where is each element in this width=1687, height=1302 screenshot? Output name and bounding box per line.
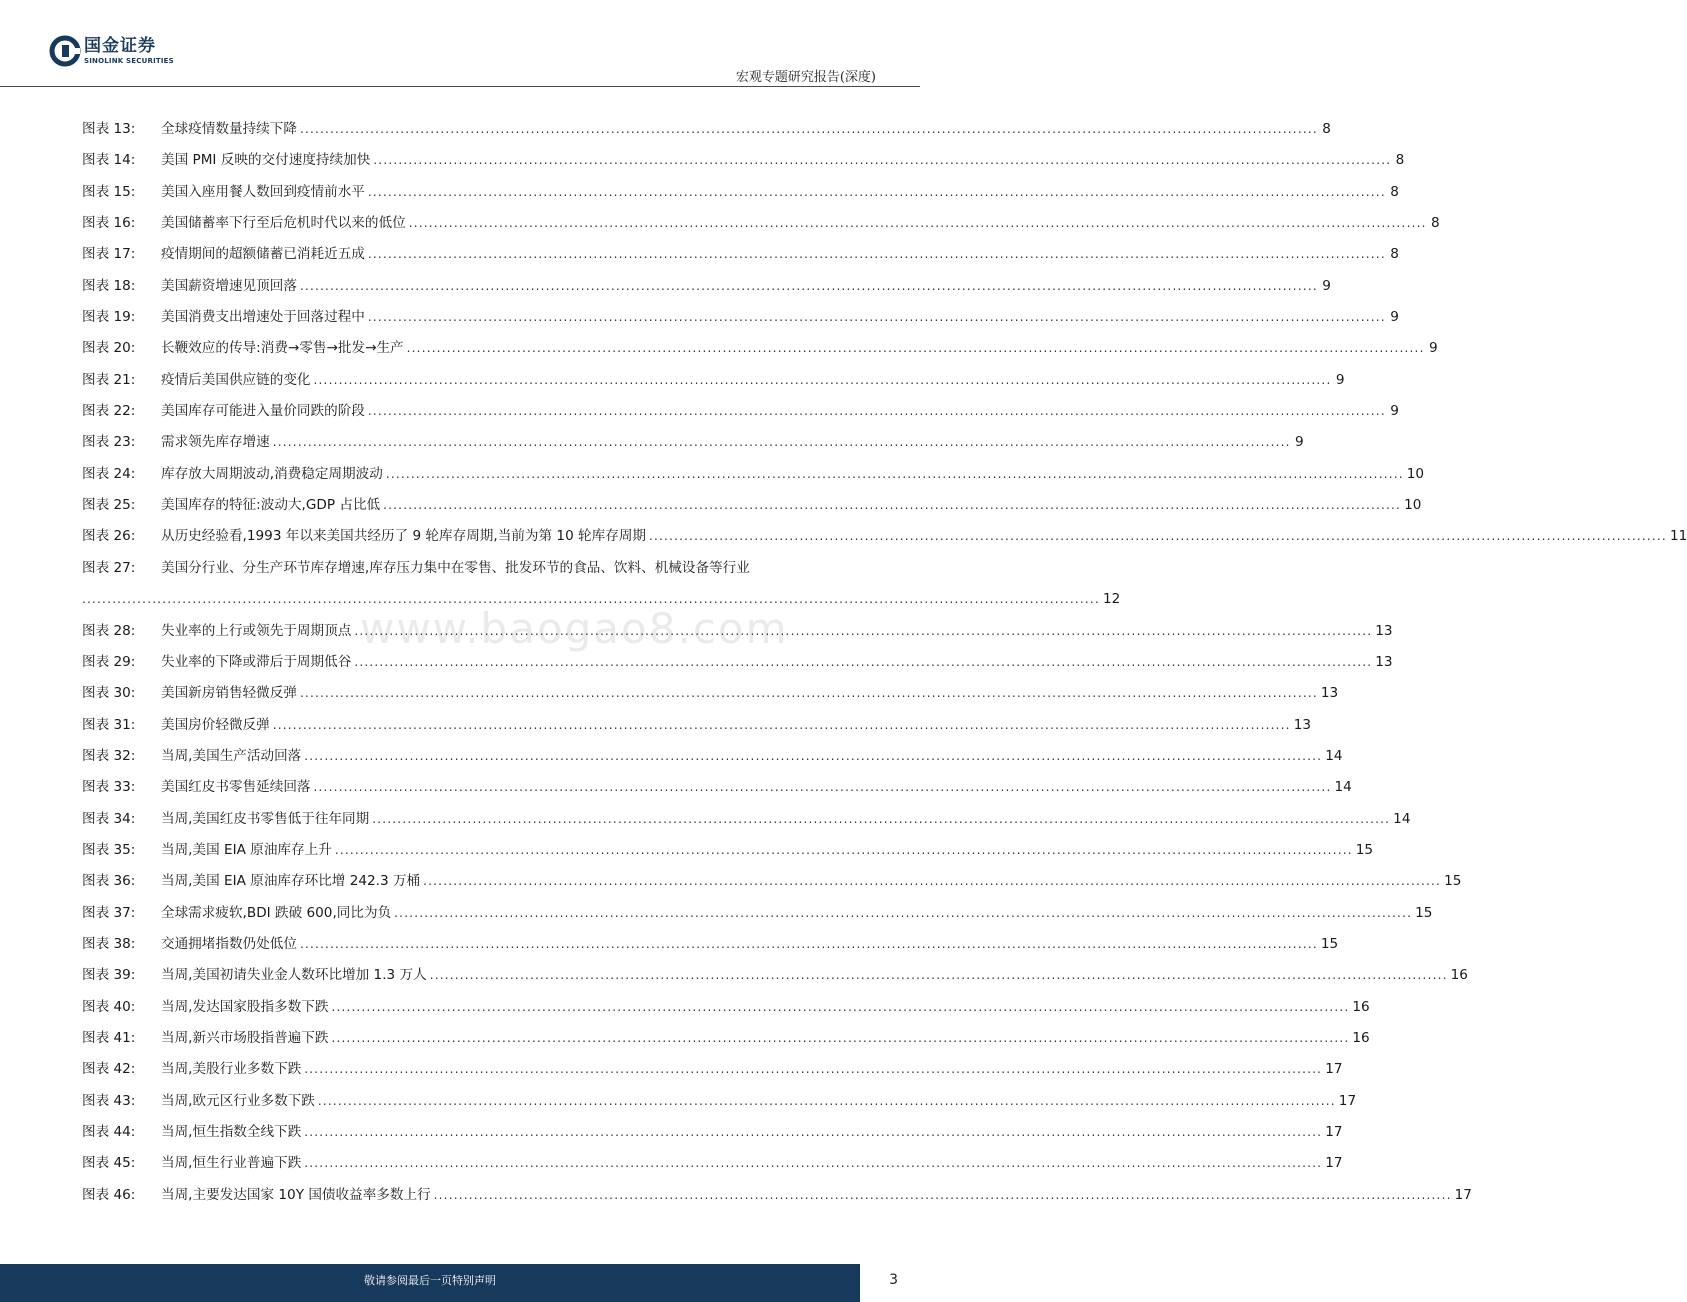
toc-figure-label: 图表 42:	[82, 1061, 136, 1078]
toc-figure-label: 图表 29:	[82, 653, 136, 670]
toc-page-number: 15	[1355, 841, 1374, 858]
toc-figure-title: 失业率的下降或滞后于周期低谷	[161, 653, 352, 670]
toc-page-number: 9	[1390, 309, 1399, 326]
toc-page-number: 16	[1352, 1029, 1370, 1046]
toc-figure-label: 图表 45:	[82, 1155, 136, 1172]
report-type-label: 宏观专题研究报告(深度)	[735, 70, 876, 85]
table-of-contents	[82, 114, 1687, 1211]
toc-figure-title: 美国库存可能进入量价同跌的阶段	[161, 403, 365, 420]
toc-leader-dots	[318, 1086, 1336, 1117]
toc-leader-dots	[314, 365, 1332, 396]
toc-leader-dots	[300, 929, 1318, 960]
toc-figure-title: 美国消费支出增速处于回落过程中	[161, 309, 365, 326]
toc-leader-dots	[372, 804, 1390, 835]
toc-entry[interactable]	[82, 1086, 1357, 1117]
toc-figure-title: 美国红皮书零售延续回落	[161, 779, 311, 796]
toc-leader-dots	[354, 616, 1372, 647]
toc-leader-dots	[409, 208, 1427, 239]
toc-page-number: 11	[1669, 528, 1687, 545]
toc-leader-dots	[430, 960, 1448, 991]
toc-figure-label: 图表 15:	[82, 183, 136, 200]
page-number: 3	[889, 1272, 898, 1288]
toc-entry[interactable]	[82, 177, 1399, 208]
toc-page-number: 13	[1293, 716, 1311, 733]
toc-figure-label: 图表 23:	[82, 434, 136, 451]
toc-page-number: 12	[1102, 591, 1121, 608]
toc-figure-title: 美国库存的特征:波动大,GDP 占比低	[161, 497, 381, 514]
page-header	[0, 0, 920, 90]
toc-entry[interactable]	[82, 114, 1331, 145]
toc-leader-dots	[423, 866, 1441, 897]
toc-figure-label: 图表 25:	[82, 497, 136, 514]
toc-entry[interactable]	[82, 145, 1405, 176]
toc-entry[interactable]	[82, 396, 1399, 427]
toc-figure-title: 当周,美国 EIA 原油库存上升	[161, 841, 332, 858]
toc-figure-label: 图表 32:	[82, 747, 136, 764]
toc-figure-label: 图表 44:	[82, 1124, 136, 1140]
toc-leader-dots	[373, 145, 1391, 176]
toc-leader-dots	[304, 1117, 1322, 1148]
toc-figure-title: 当周,美国初请失业金人数环比增加 1.3 万人	[161, 967, 427, 984]
toc-page-number: 15	[1444, 873, 1462, 890]
toc-entry[interactable]	[82, 960, 1468, 991]
toc-page-number: 17	[1325, 1061, 1343, 1078]
toc-figure-title: 美国薪资增速见顶回落	[161, 277, 297, 294]
toc-entry[interactable]	[82, 239, 1399, 270]
toc-entry[interactable]	[82, 1054, 1343, 1085]
toc-figure-label: 图表 27:	[82, 559, 136, 576]
toc-entry[interactable]	[82, 1117, 1343, 1148]
toc-figure-title: 当周,美国红皮书零售低于往年同期	[161, 810, 370, 827]
toc-leader-dots	[368, 177, 1386, 208]
toc-page-number: 15	[1320, 935, 1339, 952]
company-logo	[50, 36, 190, 70]
toc-figure-label: 图表 17:	[82, 246, 136, 263]
toc-entry[interactable]	[82, 553, 874, 584]
toc-entry[interactable]	[82, 804, 1411, 835]
toc-page-number: 17	[1325, 1155, 1343, 1172]
logo-english-name: SINOLINK SECURITIES	[84, 57, 174, 65]
toc-leader-dots	[304, 1054, 1322, 1085]
toc-figure-label: 图表 30:	[82, 685, 136, 702]
toc-figure-title: 美国入座用餐人数回到疫情前水平	[161, 183, 365, 200]
toc-figure-title: 当周,美国生产活动回落	[161, 747, 302, 764]
toc-page-number: 8	[1390, 246, 1399, 263]
toc-page-number: 9	[1322, 277, 1331, 294]
logo-mark-icon	[50, 36, 80, 66]
toc-entry[interactable]	[82, 584, 1121, 615]
toc-leader-dots	[273, 710, 1291, 741]
toc-entry[interactable]	[82, 302, 1399, 333]
toc-figure-title: 当周,恒生行业普遍下跌	[161, 1155, 302, 1172]
toc-figure-title: 美国储蓄率下行至后危机时代以来的低位	[161, 215, 406, 232]
toc-page-number: 8	[1390, 183, 1399, 200]
toc-leader-dots	[300, 678, 1318, 709]
toc-page-number: 8	[1430, 215, 1440, 232]
toc-leader-dots	[82, 584, 1100, 615]
toc-leader-dots	[394, 898, 1412, 929]
toc-figure-label: 图表 28:	[82, 622, 136, 639]
toc-entry[interactable]	[82, 647, 1393, 678]
toc-entry[interactable]	[82, 616, 1393, 647]
toc-page-number: 16	[1450, 967, 1468, 984]
toc-leader-dots	[331, 1023, 1349, 1054]
toc-leader-dots	[335, 835, 1353, 866]
toc-figure-label: 图表 37:	[82, 904, 136, 921]
toc-figure-title: 疫情期间的超额储蓄已消耗近五成	[161, 246, 365, 263]
toc-entry[interactable]	[82, 772, 1352, 803]
toc-figure-label: 图表 18:	[82, 277, 136, 294]
toc-figure-label: 图表 43:	[82, 1092, 136, 1109]
toc-entry[interactable]	[82, 208, 1440, 239]
toc-page-number: 13	[1375, 653, 1393, 670]
toc-entry[interactable]	[82, 521, 1687, 552]
toc-entry[interactable]	[82, 333, 1438, 364]
toc-leader-dots	[354, 647, 1372, 678]
toc-page-number: 17	[1454, 1186, 1472, 1203]
toc-figure-title: 全球需求疲软,BDI 跌破 600,同比为负	[161, 904, 392, 921]
toc-entry[interactable]	[82, 459, 1425, 490]
toc-leader-dots	[407, 333, 1425, 364]
toc-figure-title: 美国新房销售轻微反弹	[161, 685, 297, 702]
toc-entry[interactable]	[82, 1180, 1472, 1211]
toc-page-number: 14	[1325, 747, 1343, 764]
toc-leader-dots	[300, 114, 1318, 145]
toc-entry[interactable]	[82, 1148, 1343, 1179]
toc-page-number: 15	[1415, 904, 1433, 921]
toc-page-number: 9	[1428, 340, 1438, 357]
toc-page-number: 14	[1393, 810, 1411, 827]
toc-figure-label: 图表 46:	[82, 1186, 136, 1203]
toc-figure-title: 美国 PMI 反映的交付速度持续加快	[161, 152, 371, 169]
toc-leader-dots	[368, 239, 1386, 270]
toc-page-number: 13	[1375, 622, 1393, 639]
toc-leader-dots	[386, 459, 1404, 490]
toc-figure-title: 库存放大周期波动,消费稳定周期波动	[161, 465, 383, 482]
toc-entry[interactable]	[82, 866, 1462, 897]
toc-figure-title: 当周,主要发达国家 10Y 国债收益率多数上行	[161, 1186, 431, 1203]
toc-entry[interactable]	[82, 992, 1370, 1023]
toc-entry[interactable]	[82, 898, 1433, 929]
toc-figure-title: 失业率的上行或领先于周期顶点	[161, 622, 352, 639]
toc-figure-label: 图表 16:	[82, 215, 136, 232]
toc-page-number: 10	[1404, 497, 1422, 514]
toc-figure-label: 图表 24:	[82, 465, 136, 482]
toc-page-number: 17	[1338, 1092, 1357, 1109]
toc-figure-title: 长鞭效应的传导:消费→零售→批发→生产	[161, 340, 404, 357]
toc-page-number: 16	[1352, 998, 1370, 1015]
toc-leader-dots	[649, 521, 1667, 552]
toc-figure-label: 图表 35:	[82, 841, 136, 858]
toc-figure-label: 图表 33:	[82, 779, 136, 796]
toc-figure-label: 图表 22:	[82, 403, 136, 420]
toc-leader-dots	[331, 992, 1349, 1023]
toc-entry[interactable]	[82, 678, 1339, 709]
toc-leader-dots	[273, 427, 1291, 458]
toc-entry[interactable]	[82, 427, 1304, 458]
toc-figure-label: 图表 31:	[82, 716, 136, 733]
toc-figure-title: 当周,恒生指数全线下跌	[161, 1124, 302, 1140]
toc-page-number: 10	[1406, 465, 1425, 482]
toc-figure-label: 图表 40:	[82, 998, 136, 1015]
toc-figure-label: 图表 20:	[82, 340, 136, 357]
toc-figure-title: 当周,新兴市场股指普遍下跌	[161, 1029, 329, 1046]
toc-leader-dots	[434, 1180, 1452, 1211]
toc-figure-title: 美国房价轻微反弹	[161, 716, 270, 733]
toc-figure-title: 从历史经验看,1993 年以来美国共经历了 9 轮库存周期,当前为第 10 轮库存周期	[161, 528, 647, 545]
toc-page-number: 14	[1334, 779, 1352, 796]
toc-leader-dots	[304, 741, 1322, 772]
toc-figure-title: 当周,发达国家股指多数下跌	[161, 998, 329, 1015]
toc-figure-label: 图表 21:	[82, 371, 136, 388]
toc-entry[interactable]	[82, 710, 1311, 741]
toc-figure-label: 图表 39:	[82, 967, 136, 984]
toc-figure-title: 需求领先库存增速	[161, 434, 270, 451]
footer-notice: 敬请参阅最后一页特别声明	[364, 1274, 496, 1287]
toc-page-number: 9	[1335, 371, 1345, 388]
toc-entry[interactable]	[82, 490, 1422, 521]
toc-entry[interactable]	[82, 365, 1345, 396]
toc-figure-title: 美国分行业、分生产环节库存增速,库存压力集中在零售、批发环节的食品、饮料、机械设备等行业	[161, 559, 750, 576]
toc-figure-label: 图表 41:	[82, 1029, 136, 1046]
toc-figure-title: 当周,美股行业多数下跌	[161, 1061, 302, 1078]
toc-figure-title: 全球疫情数量持续下降	[161, 121, 297, 137]
toc-entry[interactable]	[82, 271, 1331, 302]
toc-page-number: 8	[1395, 152, 1405, 169]
toc-figure-title: 疫情后美国供应链的变化	[161, 371, 311, 388]
watermark: www.baogao8.com	[360, 604, 789, 653]
toc-figure-label: 图表 13:	[82, 121, 136, 137]
toc-entry[interactable]	[82, 741, 1343, 772]
toc-leader-dots	[314, 772, 1332, 803]
toc-entry[interactable]	[82, 929, 1339, 960]
toc-leader-dots	[300, 271, 1318, 302]
toc-page-number: 9	[1295, 434, 1304, 451]
toc-page-number: 8	[1322, 121, 1331, 137]
toc-entry[interactable]	[82, 1023, 1370, 1054]
toc-figure-label: 图表 38:	[82, 935, 136, 952]
toc-leader-dots	[368, 302, 1386, 333]
toc-leader-dots	[383, 490, 1401, 521]
toc-entry[interactable]	[82, 835, 1374, 866]
toc-page-number: 17	[1325, 1124, 1343, 1140]
toc-figure-title: 当周,欧元区行业多数下跌	[161, 1092, 315, 1109]
toc-figure-title: 交通拥堵指数仍处低位	[161, 935, 297, 952]
toc-leader-dots	[368, 396, 1386, 427]
logo-chinese-name: 国金证券	[84, 36, 156, 56]
toc-figure-label: 图表 14:	[82, 152, 136, 169]
toc-figure-label: 图表 34:	[82, 810, 136, 827]
toc-page-number: 13	[1320, 685, 1339, 702]
header-divider	[0, 86, 920, 87]
toc-figure-title: 当周,美国 EIA 原油库存环比增 242.3 万桶	[161, 873, 421, 890]
toc-figure-label: 图表 36:	[82, 873, 136, 890]
toc-page-number: 9	[1390, 403, 1399, 420]
toc-leader-dots	[304, 1148, 1322, 1179]
toc-figure-label: 图表 19:	[82, 309, 136, 326]
toc-figure-label: 图表 26:	[82, 528, 136, 545]
